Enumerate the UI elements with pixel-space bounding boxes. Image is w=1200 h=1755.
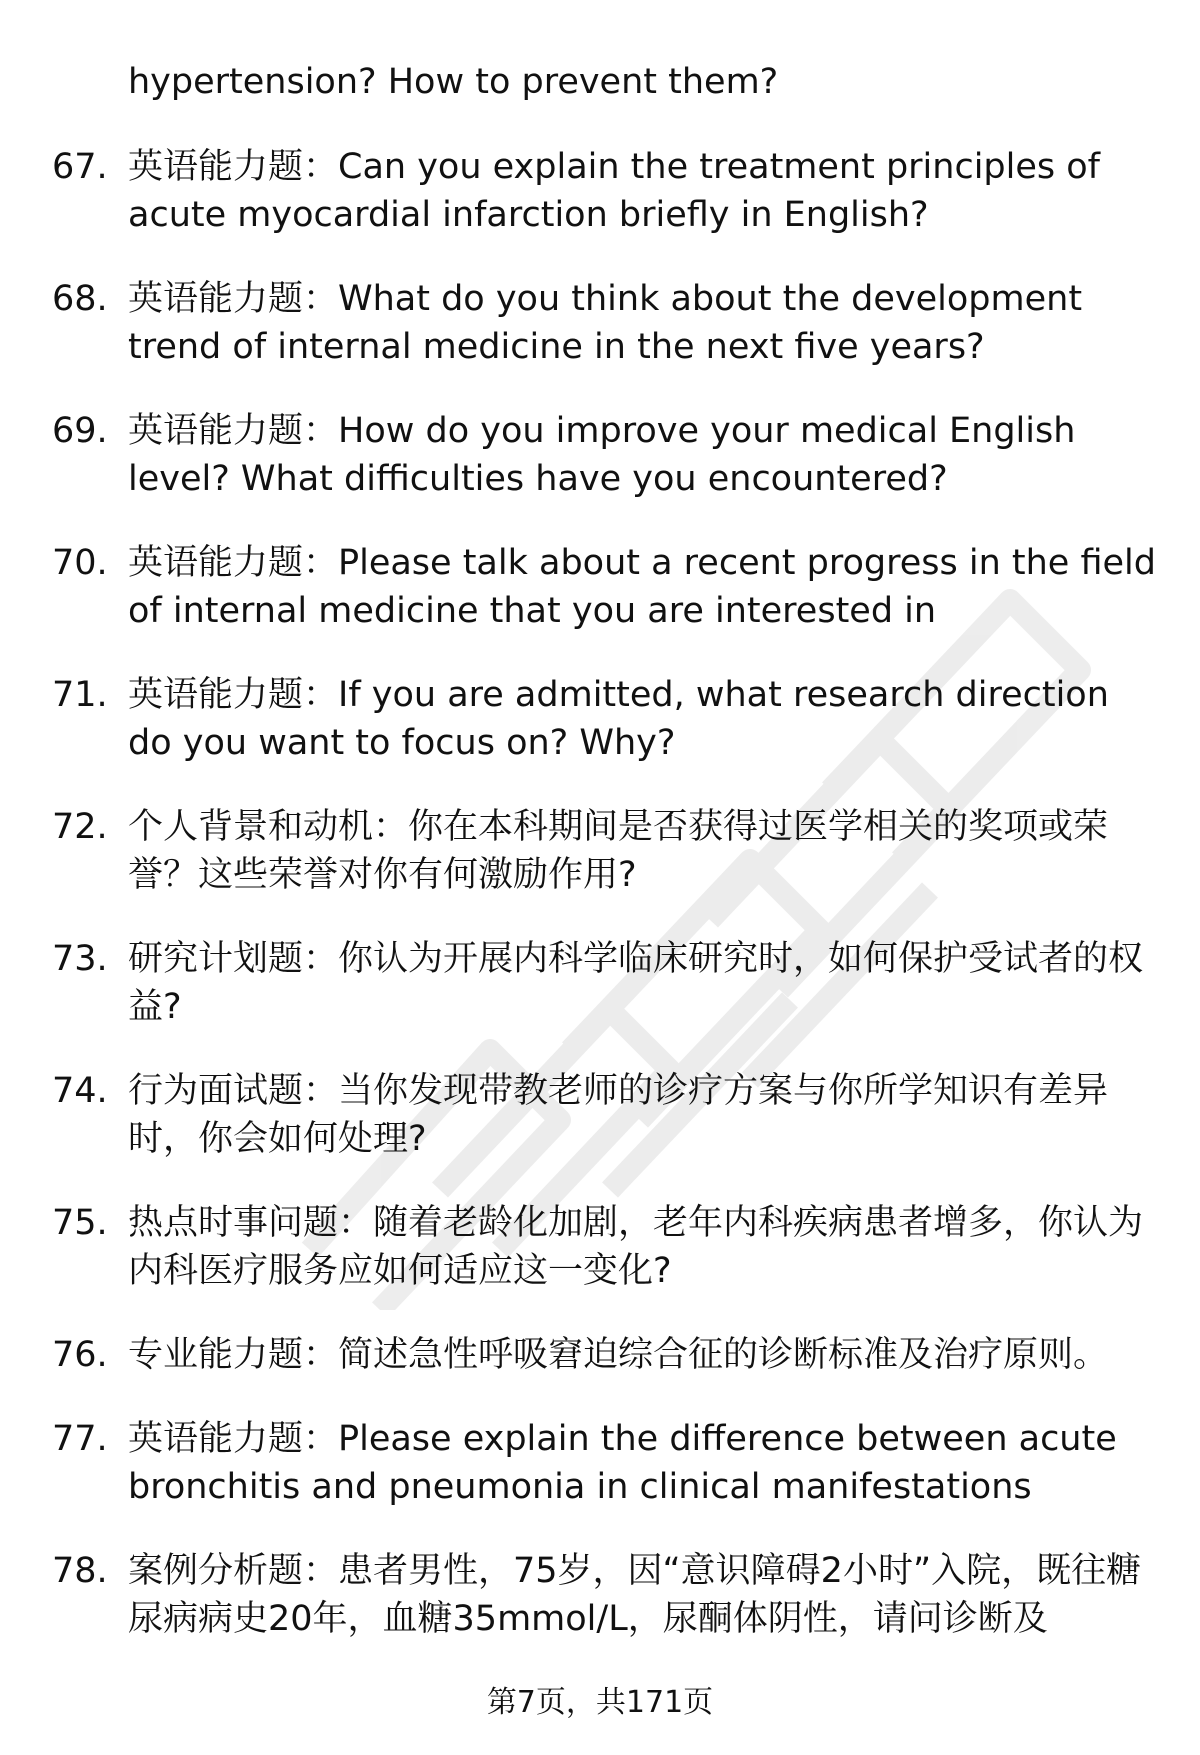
question-text: 英语能力题：What do you think about the development trend of internal medicine in the next five years? — [128, 279, 1083, 367]
question-item-75 — [52, 1199, 1162, 1295]
question-number: 76. — [52, 1335, 108, 1375]
question-text: 英语能力题：How do you improve your medical English level? What difficulties have you encountered? — [128, 411, 1076, 499]
question-item-77 — [52, 1415, 1162, 1511]
question-number: 77. — [52, 1419, 108, 1459]
question-number: 78. — [52, 1551, 108, 1591]
question-item-67 — [52, 143, 1162, 239]
question-item-73 — [52, 935, 1162, 1031]
question-item-78 — [52, 1547, 1162, 1643]
question-item-70 — [52, 539, 1162, 635]
page-footer: 第7页，共171页 — [486, 1685, 714, 1720]
question-item-72 — [52, 803, 1162, 899]
question-text: 个人背景和动机：你在本科期间是否获得过医学相关的奖项或荣誉？这些荣誉对你有何激励作用? — [128, 807, 1109, 895]
continuation-text: hypertension? How to prevent them? — [128, 62, 779, 102]
question-text: 英语能力题：If you are admitted, what research direction do you want to focus on? Why? — [128, 675, 1109, 763]
question-item-76 — [52, 1331, 1162, 1379]
question-list — [52, 143, 1162, 1679]
question-text: 英语能力题：Can you explain the treatment principles of acute myocardial infarction briefly in English? — [128, 147, 1101, 235]
question-number: 69. — [52, 411, 108, 451]
question-number: 68. — [52, 279, 108, 319]
question-item-68 — [52, 275, 1162, 371]
question-text: 专业能力题：简述急性呼吸窘迫综合征的诊断标准及治疗原则。 — [128, 1335, 1109, 1375]
question-number: 73. — [52, 939, 108, 979]
question-item-69 — [52, 407, 1162, 503]
question-number: 71. — [52, 675, 108, 715]
question-number: 70. — [52, 543, 108, 583]
question-text: 研究计划题：你认为开展内科学临床研究时，如何保护受试者的权益? — [128, 939, 1144, 1027]
question-text: 热点时事问题：随着老龄化加剧，老年内科疾病患者增多，你认为内科医疗服务应如何适应这一变化? — [128, 1203, 1144, 1291]
question-item-71 — [52, 671, 1162, 767]
question-number: 75. — [52, 1203, 108, 1243]
question-number: 74. — [52, 1071, 108, 1111]
question-text: 英语能力题：Please talk about a recent progress in the field of internal medicine that you are interested in — [128, 543, 1156, 631]
question-text: 行为面试题：当你发现带教老师的诊疗方案与你所学知识有差异时，你会如何处理? — [128, 1071, 1109, 1159]
question-number: 67. — [52, 147, 108, 187]
question-item-74 — [52, 1067, 1162, 1163]
question-number: 72. — [52, 807, 108, 847]
question-text: 案例分析题：患者男性，75岁，因“意识障碍2小时”入院，既往糖尿病病史20年，血糖35mmol/L，尿酮体阴性，请问诊断及 — [128, 1551, 1142, 1639]
question-text: 英语能力题：Please explain the difference between acute bronchitis and pneumonia in clinical manifestations — [128, 1419, 1117, 1507]
